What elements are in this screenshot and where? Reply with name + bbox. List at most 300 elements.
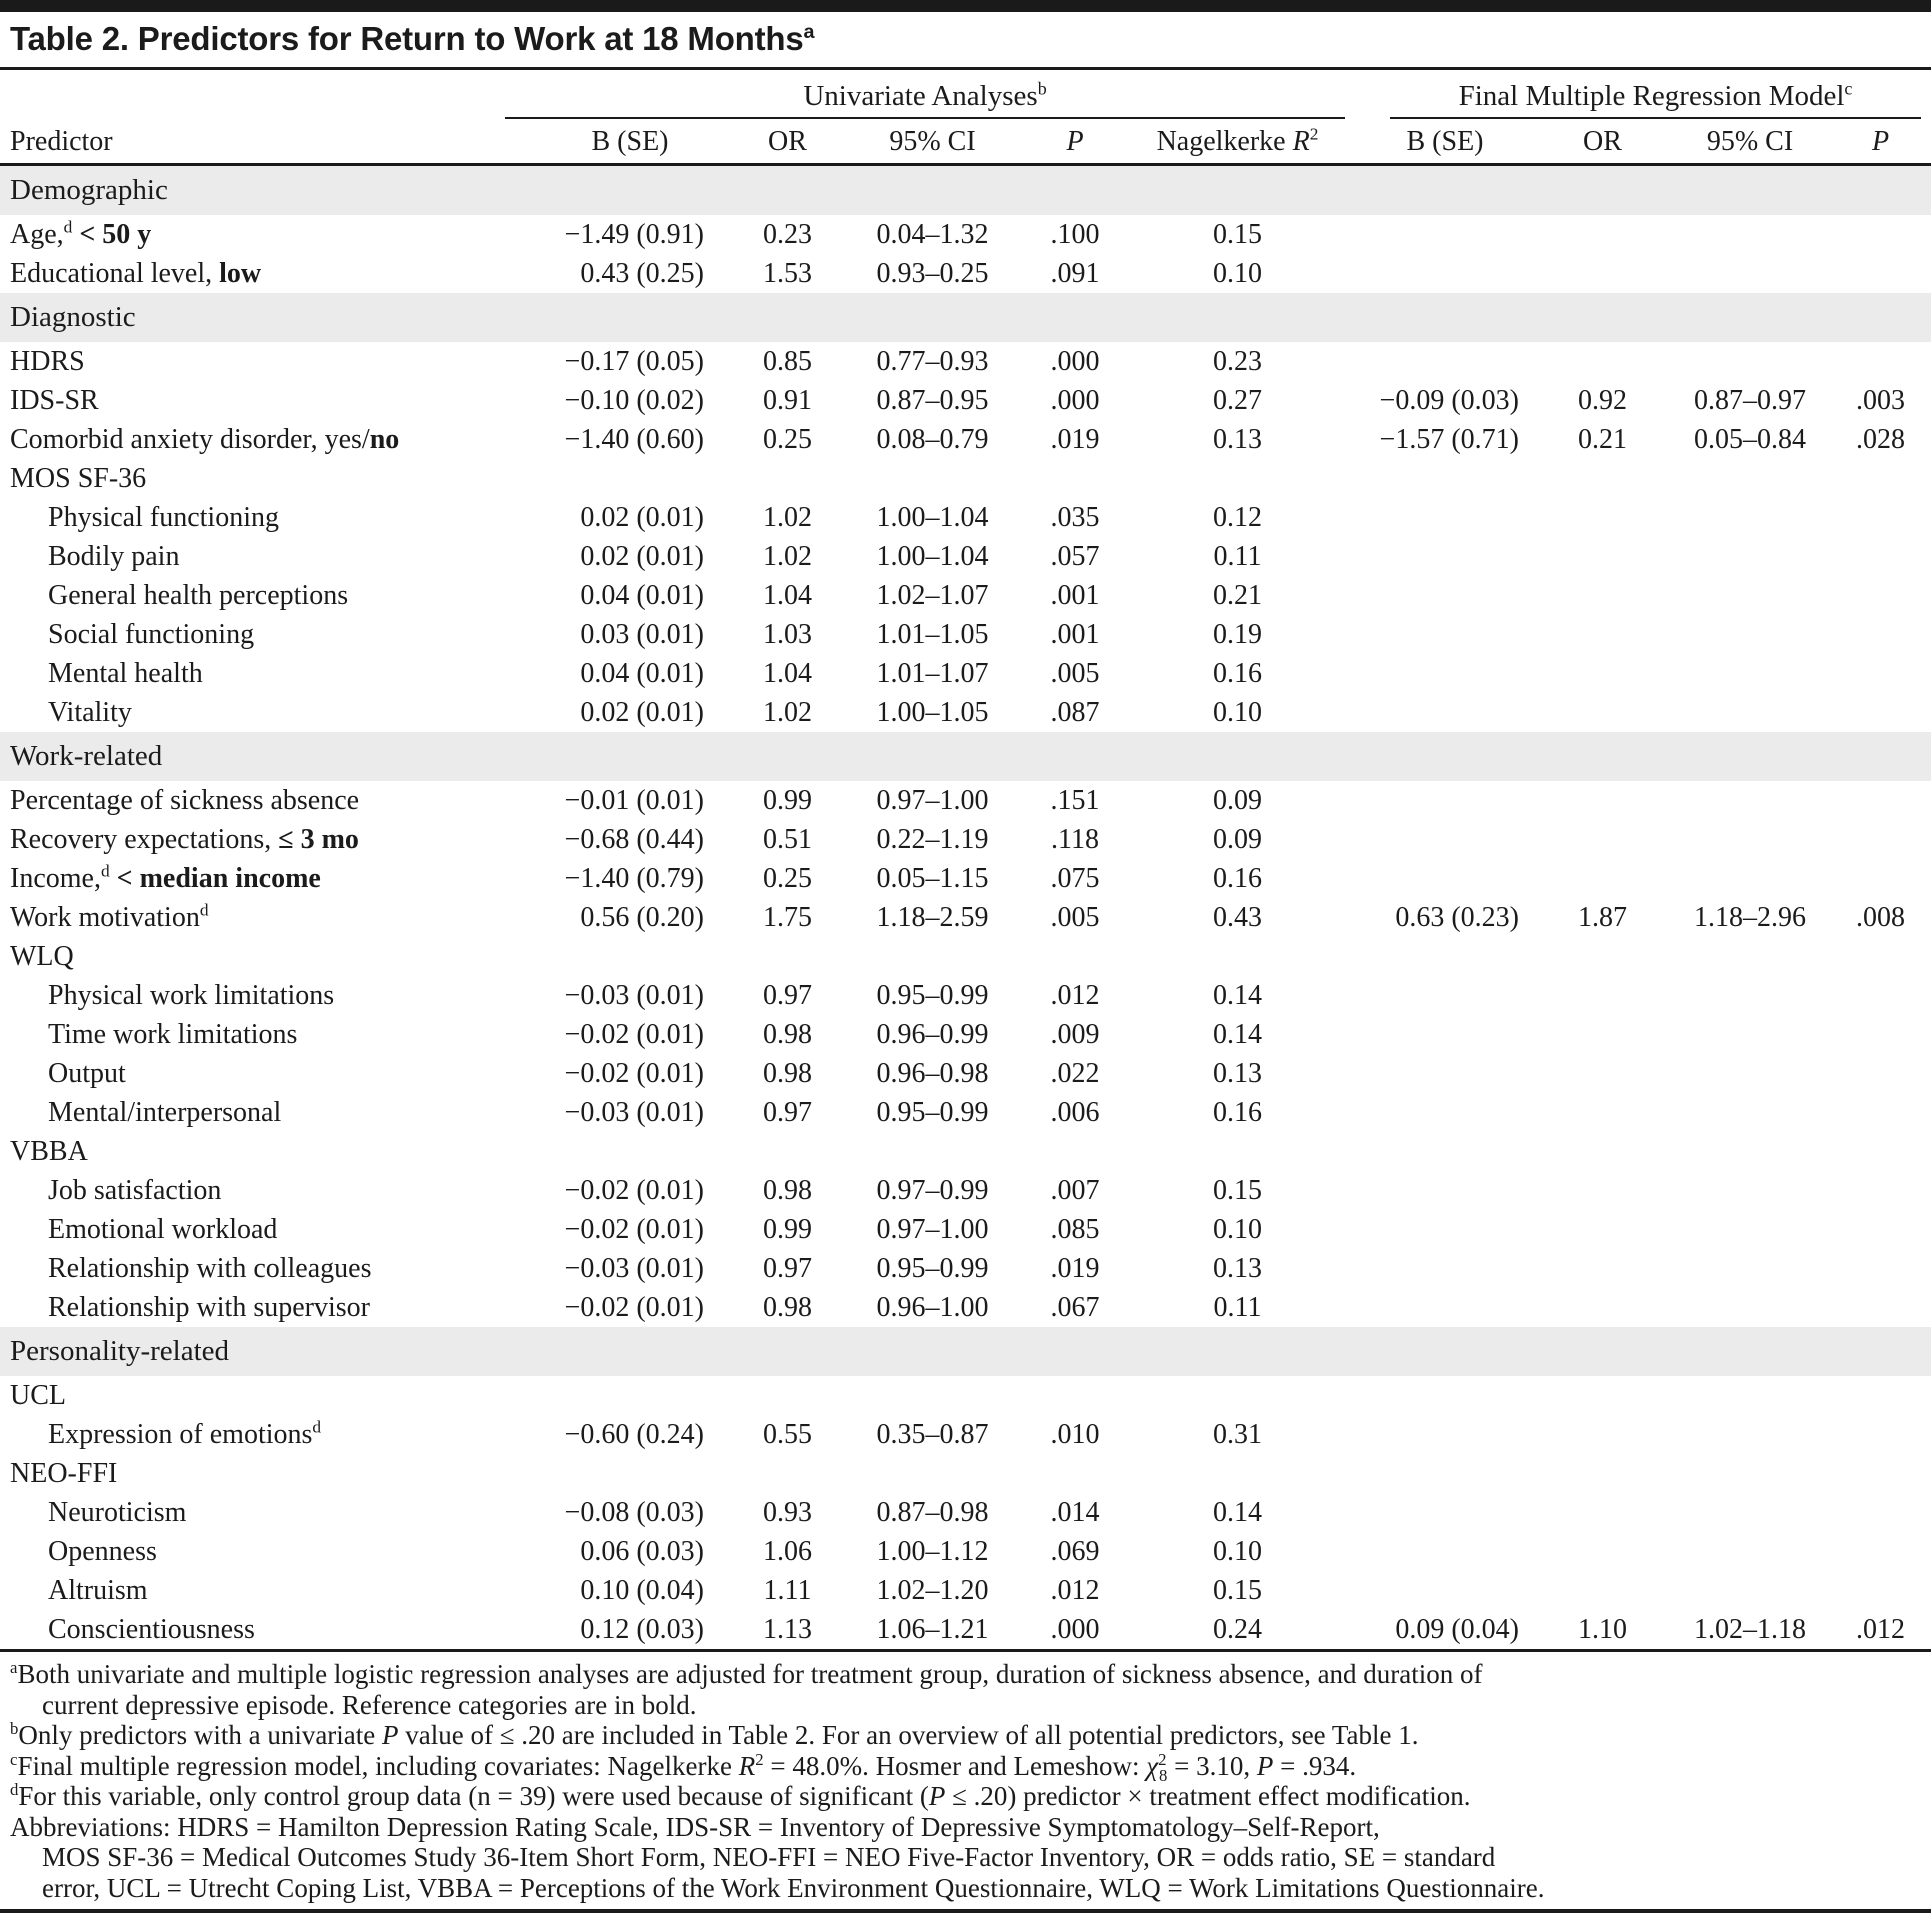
cell-u-nagelkerke-r2: 0.10 [1213, 258, 1262, 289]
predictor-cell: Job satisfaction [48, 1175, 222, 1206]
cell-u-95ci: 0.93–0.25 [876, 258, 989, 289]
predictor-cell: Relationship with colleagues [48, 1253, 372, 1284]
predictor-cell: Altruism [48, 1575, 148, 1606]
cell-u-p: .000 [1050, 385, 1100, 416]
table-row [0, 1415, 1931, 1454]
table-row [0, 859, 1931, 898]
cell-f-p [1840, 342, 1921, 381]
predictor-cell: UCL [10, 1380, 66, 1411]
cell-f-b-se [1345, 498, 1545, 537]
cell-u-p: .057 [1050, 541, 1100, 572]
cell-f-95ci [1660, 254, 1840, 293]
cell-u-nagelkerke-r2: 0.10 [1213, 697, 1262, 728]
cell-f-or [1545, 1288, 1660, 1327]
cell-f-95ci [1660, 576, 1840, 615]
cell-u-b-se: −0.02 (0.01) [564, 1214, 704, 1245]
cell-f-or [1545, 1454, 1660, 1493]
cell-u-nagelkerke-r2 [1130, 1454, 1345, 1493]
cell-f-p [1840, 459, 1921, 498]
cell-f-95ci: 1.02–1.18 [1694, 1614, 1806, 1645]
table-row [0, 1454, 1931, 1493]
cell-u-b-se [530, 1376, 730, 1415]
cell-f-b-se: −1.57 (0.71) [1379, 424, 1519, 455]
cell-u-b-se: −1.40 (0.79) [564, 863, 704, 894]
cell-f-95ci [1660, 342, 1840, 381]
cell-u-or [730, 1376, 845, 1415]
cell-u-95ci: 0.96–0.99 [876, 1019, 989, 1050]
cell-f-b-se [1345, 1210, 1545, 1249]
cell-f-or [1545, 1532, 1660, 1571]
predictor-cell: Vitality [48, 697, 132, 728]
cell-u-b-se: 0.04 (0.01) [580, 580, 704, 611]
cell-f-or [1545, 693, 1660, 732]
cell-u-95ci [845, 1376, 1020, 1415]
cell-f-95ci [1660, 937, 1840, 976]
cell-f-p [1840, 1249, 1921, 1288]
cell-u-p: .000 [1050, 346, 1100, 377]
cell-f-95ci [1660, 615, 1840, 654]
cell-u-p: .001 [1050, 580, 1100, 611]
cell-u-nagelkerke-r2: 0.13 [1213, 424, 1262, 455]
cell-f-or [1545, 254, 1660, 293]
cell-u-95ci: 1.00–1.04 [876, 502, 989, 533]
top-rule [0, 0, 1931, 12]
column-group-header-row [0, 70, 1931, 119]
predictor-cell: Physical work limitations [48, 980, 335, 1011]
cell-u-nagelkerke-r2: 0.16 [1213, 863, 1262, 894]
cell-f-95ci: 0.05–0.84 [1694, 424, 1806, 455]
cell-f-p: .003 [1856, 385, 1905, 416]
cell-f-95ci: 0.87–0.97 [1694, 385, 1806, 416]
cell-u-or [730, 937, 845, 976]
cell-u-nagelkerke-r2: 0.10 [1213, 1214, 1262, 1245]
cell-f-b-se [1345, 254, 1545, 293]
footnote-b: $^b$Only predictors with a univariate P value of ≤ .20 are included in Table 2. For an overview of all potential predictors, see Table 1. [10, 1719, 1419, 1750]
cell-u-p: .006 [1050, 1097, 1100, 1128]
cell-f-b-se [1345, 215, 1545, 254]
cell-u-or: 1.06 [763, 1536, 812, 1567]
cell-f-95ci [1660, 1376, 1840, 1415]
cell-f-p [1840, 215, 1921, 254]
cell-f-or [1545, 498, 1660, 537]
table-row [0, 1132, 1931, 1171]
cell-u-nagelkerke-r2: 0.11 [1213, 1292, 1262, 1323]
column-group-spacer [10, 78, 530, 119]
footnote-a: $^a$Both univariate and multiple logistic regression analyses are adjusted for treatment group, duration of sickness absence, and duration of current depressive episode. Reference categories are in bold. [10, 1658, 1483, 1720]
cell-f-p [1840, 1054, 1921, 1093]
cell-f-or: 1.10 [1578, 1614, 1627, 1645]
predictor-cell: Percentage of sickness absence [10, 785, 360, 816]
cell-u-b-se: 0.12 (0.03) [580, 1614, 704, 1645]
cell-u-nagelkerke-r2 [1130, 1376, 1345, 1415]
cell-u-b-se: 0.03 (0.01) [580, 619, 704, 650]
cell-u-p: .005 [1050, 658, 1100, 689]
cell-f-b-se [1345, 1249, 1545, 1288]
section-header-work-related [0, 732, 1931, 781]
cell-f-95ci [1660, 1415, 1840, 1454]
cell-f-p [1840, 859, 1921, 898]
group-header-univariate-analyses [505, 78, 1345, 119]
cell-u-p: .100 [1050, 219, 1100, 250]
cell-f-p [1840, 1210, 1921, 1249]
table-row [0, 654, 1931, 693]
cell-f-or [1545, 537, 1660, 576]
cell-f-p [1840, 1171, 1921, 1210]
group-header-final-model [1390, 78, 1921, 119]
cell-f-or [1545, 1132, 1660, 1171]
section-label: Demographic [10, 174, 168, 206]
column-header-predictor: Predictor [10, 126, 113, 157]
cell-u-nagelkerke-r2: 0.16 [1213, 1097, 1262, 1128]
cell-u-or: 1.04 [763, 580, 812, 611]
predictor-cell: Mental health [48, 658, 203, 689]
predictor-cell: Conscientiousness [48, 1614, 255, 1645]
cell-u-95ci: 0.22–1.19 [876, 824, 989, 855]
cell-u-or: 0.97 [763, 1097, 812, 1128]
cell-u-b-se: −1.49 (0.91) [564, 219, 704, 250]
cell-f-p [1840, 1493, 1921, 1532]
section-header-personality-related [0, 1327, 1931, 1376]
cell-u-or: 0.98 [763, 1292, 812, 1323]
cell-u-or [730, 1132, 845, 1171]
cell-f-95ci [1660, 820, 1840, 859]
predictor-cell: MOS SF-36 [10, 463, 147, 494]
cell-f-p: .028 [1856, 424, 1905, 455]
footnotes [0, 1652, 1931, 1909]
cell-u-or: 0.25 [763, 424, 812, 455]
footnote-d: $^d$For this variable, only control group data (n = 39) were used because of significant (P ≤ .20) predictor × treatment effect modification. [10, 1780, 1471, 1811]
cell-u-95ci: 1.00–1.05 [876, 697, 989, 728]
cell-f-p [1840, 498, 1921, 537]
cell-u-b-se [530, 1454, 730, 1493]
table-row [0, 1493, 1931, 1532]
predictor-cell: Output [48, 1058, 126, 1089]
cell-u-b-se: −0.68 (0.44) [564, 824, 704, 855]
table-title-text: Table 2. Predictors for Return to Work at 18 Months [10, 20, 804, 57]
cell-f-b-se [1345, 654, 1545, 693]
cell-u-or: 1.03 [763, 619, 812, 650]
column-header-f-p: P [1871, 126, 1890, 157]
table-row [0, 1610, 1931, 1649]
cell-u-95ci: 0.35–0.87 [876, 1419, 989, 1450]
cell-u-or: 1.11 [763, 1575, 812, 1606]
cell-u-nagelkerke-r2: 0.12 [1213, 502, 1262, 533]
predictor-cell: Income,$^d$ < median income [10, 861, 321, 894]
cell-u-nagelkerke-r2: 0.24 [1213, 1614, 1262, 1645]
cell-f-95ci [1660, 1249, 1840, 1288]
cell-f-b-se [1345, 1376, 1545, 1415]
cell-u-or: 0.93 [763, 1497, 812, 1528]
cell-u-95ci [845, 1454, 1020, 1493]
bottom-rule [0, 1909, 1931, 1913]
table-row [0, 420, 1931, 459]
table-row [0, 1054, 1931, 1093]
cell-f-p: .008 [1856, 902, 1905, 933]
cell-u-p: .005 [1050, 902, 1100, 933]
table-row [0, 693, 1931, 732]
cell-u-nagelkerke-r2: 0.15 [1213, 1175, 1262, 1206]
cell-u-nagelkerke-r2: 0.13 [1213, 1058, 1262, 1089]
cell-u-nagelkerke-r2: 0.19 [1213, 619, 1262, 650]
cell-u-or: 0.98 [763, 1058, 812, 1089]
cell-u-b-se: −0.17 (0.05) [564, 346, 704, 377]
column-header-u-95ci: 95% CI [889, 126, 976, 157]
table-row [0, 1210, 1931, 1249]
cell-u-p: .118 [1051, 824, 1099, 855]
cell-u-nagelkerke-r2: 0.14 [1213, 1019, 1262, 1050]
cell-u-or: 1.13 [763, 1614, 812, 1645]
predictor-cell: Work motivation$^d$ [10, 900, 209, 933]
cell-u-or: 0.98 [763, 1019, 812, 1050]
cell-u-b-se: 0.06 (0.03) [580, 1536, 704, 1567]
cell-f-b-se [1345, 537, 1545, 576]
cell-u-95ci: 0.95–0.99 [876, 1097, 989, 1128]
cell-f-p [1840, 781, 1921, 820]
cell-f-b-se [1345, 820, 1545, 859]
cell-u-nagelkerke-r2 [1130, 1132, 1345, 1171]
cell-f-or [1545, 1093, 1660, 1132]
predictor-cell: Educational level, low [10, 258, 262, 289]
predictor-cell: NEO-FFI [10, 1458, 118, 1489]
cell-u-p: .010 [1050, 1419, 1100, 1450]
cell-f-b-se [1345, 1532, 1545, 1571]
cell-u-p: .019 [1050, 424, 1100, 455]
predictor-cell: Social functioning [48, 619, 255, 650]
cell-f-b-se [1345, 1454, 1545, 1493]
cell-u-nagelkerke-r2: 0.15 [1213, 1575, 1262, 1606]
cell-u-b-se: −0.08 (0.03) [564, 1497, 704, 1528]
predictor-cell: Emotional workload [48, 1214, 278, 1245]
cell-u-b-se: −0.02 (0.01) [564, 1058, 704, 1089]
cell-u-b-se [530, 1132, 730, 1171]
cell-u-95ci: 0.95–0.99 [876, 980, 989, 1011]
table-row [0, 537, 1931, 576]
cell-u-95ci: 0.96–0.98 [876, 1058, 989, 1089]
cell-f-95ci [1660, 1054, 1840, 1093]
table-row [0, 498, 1931, 537]
cell-u-b-se [530, 459, 730, 498]
cell-f-or [1545, 1249, 1660, 1288]
section-label: Personality-related [10, 1335, 230, 1367]
cell-f-p [1840, 1015, 1921, 1054]
cell-u-95ci: 0.87–0.98 [876, 1497, 989, 1528]
cell-u-b-se: 0.04 (0.01) [580, 658, 704, 689]
predictor-cell: Comorbid anxiety disorder, yes/no [10, 424, 400, 455]
cell-u-b-se: −0.60 (0.24) [564, 1419, 704, 1450]
cell-f-95ci [1660, 1571, 1840, 1610]
predictor-cell: Expression of emotions$^d$ [48, 1417, 322, 1450]
cell-u-p: .085 [1050, 1214, 1100, 1245]
table-row [0, 215, 1931, 254]
predictor-cell: Age,$^d$ < 50 y [10, 217, 152, 250]
cell-u-nagelkerke-r2: 0.16 [1213, 658, 1262, 689]
cell-u-or: 0.55 [763, 1419, 812, 1450]
cell-u-p [1020, 459, 1130, 498]
group-header-final-footnote-marker: c [1844, 78, 1853, 99]
cell-u-or: 1.02 [763, 697, 812, 728]
cell-u-b-se: −0.03 (0.01) [564, 980, 704, 1011]
column-header-u-b-se: B (SE) [591, 126, 669, 157]
cell-u-b-se: 0.43 (0.25) [580, 258, 704, 289]
cell-f-p [1840, 937, 1921, 976]
cell-f-95ci: 1.18–2.96 [1694, 902, 1806, 933]
cell-u-b-se: 0.10 (0.04) [580, 1575, 704, 1606]
cell-u-p [1020, 1132, 1130, 1171]
cell-f-b-se [1345, 1015, 1545, 1054]
cell-f-or [1545, 1415, 1660, 1454]
table-row [0, 1571, 1931, 1610]
cell-u-nagelkerke-r2: 0.11 [1213, 541, 1262, 572]
cell-f-b-se [1345, 459, 1545, 498]
cell-u-nagelkerke-r2: 0.14 [1213, 1497, 1262, 1528]
cell-f-or [1545, 859, 1660, 898]
cell-u-p: .001 [1050, 619, 1100, 650]
cell-u-or: 0.25 [763, 863, 812, 894]
cell-u-b-se: 0.02 (0.01) [580, 697, 704, 728]
predictor-cell: IDS-SR [10, 385, 99, 416]
cell-f-b-se [1345, 1493, 1545, 1532]
cell-u-95ci: 1.02–1.07 [876, 580, 989, 611]
cell-u-or: 1.02 [763, 541, 812, 572]
cell-u-nagelkerke-r2: 0.09 [1213, 824, 1262, 855]
cell-u-or: 0.51 [763, 824, 812, 855]
cell-u-p: .091 [1050, 258, 1100, 289]
cell-u-p: .014 [1050, 1497, 1100, 1528]
column-header-f-b-se: B (SE) [1406, 126, 1484, 157]
cell-u-p [1020, 1376, 1130, 1415]
cell-f-p [1840, 654, 1921, 693]
table-row [0, 1015, 1931, 1054]
cell-f-or [1545, 781, 1660, 820]
table-row [0, 898, 1931, 937]
cell-u-p: .069 [1050, 1536, 1100, 1567]
table-row [0, 1376, 1931, 1415]
cell-f-or [1545, 1171, 1660, 1210]
cell-u-95ci: 0.96–1.00 [876, 1292, 989, 1323]
cell-u-or: 1.02 [763, 502, 812, 533]
table-title [0, 12, 1931, 67]
cell-f-95ci [1660, 1454, 1840, 1493]
cell-f-b-se [1345, 576, 1545, 615]
cell-u-b-se: −0.02 (0.01) [564, 1019, 704, 1050]
cell-u-b-se: −0.01 (0.01) [564, 785, 704, 816]
cell-f-p [1840, 1288, 1921, 1327]
cell-u-or [730, 459, 845, 498]
cell-f-95ci [1660, 859, 1840, 898]
predictor-cell: VBBA [10, 1136, 88, 1167]
cell-u-or: 0.85 [763, 346, 812, 377]
cell-u-or: 0.99 [763, 1214, 812, 1245]
cell-u-or: 1.75 [763, 902, 812, 933]
cell-f-or [1545, 1054, 1660, 1093]
cell-u-b-se: −0.02 (0.01) [564, 1292, 704, 1323]
table-title-footnote-marker: a [803, 21, 815, 43]
cell-f-b-se [1345, 1054, 1545, 1093]
predictor-cell: Recovery expectations, ≤ 3 mo [10, 824, 359, 855]
cell-f-p [1840, 537, 1921, 576]
cell-f-95ci [1660, 976, 1840, 1015]
cell-f-or [1545, 615, 1660, 654]
cell-u-p: .075 [1050, 863, 1100, 894]
group-header-univariate-text: Univariate Analyses [803, 80, 1038, 112]
section-label: Diagnostic [10, 301, 136, 333]
table-row [0, 381, 1931, 420]
cell-f-or [1545, 1493, 1660, 1532]
cell-u-p: .007 [1050, 1175, 1100, 1206]
table-row [0, 1093, 1931, 1132]
cell-u-p: .012 [1050, 1575, 1100, 1606]
cell-f-95ci [1660, 215, 1840, 254]
cell-u-p [1020, 1454, 1130, 1493]
cell-u-b-se [530, 937, 730, 976]
table-row [0, 615, 1931, 654]
cell-u-nagelkerke-r2: 0.43 [1213, 902, 1262, 933]
cell-u-95ci: 1.18–2.59 [876, 902, 989, 933]
cell-f-p [1840, 1532, 1921, 1571]
cell-f-95ci [1660, 459, 1840, 498]
predictor-cell: WLQ [10, 941, 74, 972]
cell-f-95ci [1660, 1532, 1840, 1571]
cell-u-nagelkerke-r2: 0.21 [1213, 580, 1262, 611]
cell-f-b-se [1345, 342, 1545, 381]
cell-f-b-se [1345, 1571, 1545, 1610]
cell-u-b-se: −0.03 (0.01) [564, 1097, 704, 1128]
cell-f-b-se [1345, 615, 1545, 654]
cell-f-b-se: 0.09 (0.04) [1395, 1614, 1519, 1645]
cell-f-or [1545, 1210, 1660, 1249]
cell-u-95ci: 1.06–1.21 [876, 1614, 989, 1645]
predictor-cell: Neuroticism [48, 1497, 187, 1528]
cell-u-95ci [845, 937, 1020, 976]
cell-f-p [1840, 1132, 1921, 1171]
cell-u-or [730, 1454, 845, 1493]
cell-f-p [1840, 615, 1921, 654]
cell-f-b-se [1345, 859, 1545, 898]
cell-u-nagelkerke-r2: 0.15 [1213, 219, 1262, 250]
cell-u-95ci: 0.95–0.99 [876, 1253, 989, 1284]
cell-f-95ci [1660, 1288, 1840, 1327]
cell-f-95ci [1660, 654, 1840, 693]
cell-u-p: .009 [1050, 1019, 1100, 1050]
cell-f-or [1545, 576, 1660, 615]
cell-f-b-se [1345, 1171, 1545, 1210]
cell-f-p [1840, 693, 1921, 732]
cell-u-b-se: −0.02 (0.01) [564, 1175, 704, 1206]
table-row [0, 459, 1931, 498]
cell-f-b-se [1345, 976, 1545, 1015]
table-row [0, 1249, 1931, 1288]
cell-u-or: 0.23 [763, 219, 812, 250]
cell-f-or [1545, 1571, 1660, 1610]
cell-u-p: .035 [1050, 502, 1100, 533]
cell-u-b-se: 0.56 (0.20) [580, 902, 704, 933]
cell-f-or [1545, 820, 1660, 859]
cell-u-95ci [845, 1132, 1020, 1171]
cell-f-p [1840, 254, 1921, 293]
predictor-cell: Physical functioning [48, 502, 279, 533]
cell-u-p [1020, 937, 1130, 976]
cell-f-95ci [1660, 498, 1840, 537]
cell-u-or: 0.98 [763, 1175, 812, 1206]
cell-f-p [1840, 976, 1921, 1015]
table-row [0, 976, 1931, 1015]
table-row [0, 937, 1931, 976]
column-header-row [0, 119, 1931, 163]
cell-u-nagelkerke-r2: 0.23 [1213, 346, 1262, 377]
cell-u-95ci: 0.08–0.79 [876, 424, 989, 455]
cell-f-b-se [1345, 1132, 1545, 1171]
cell-f-b-se [1345, 693, 1545, 732]
